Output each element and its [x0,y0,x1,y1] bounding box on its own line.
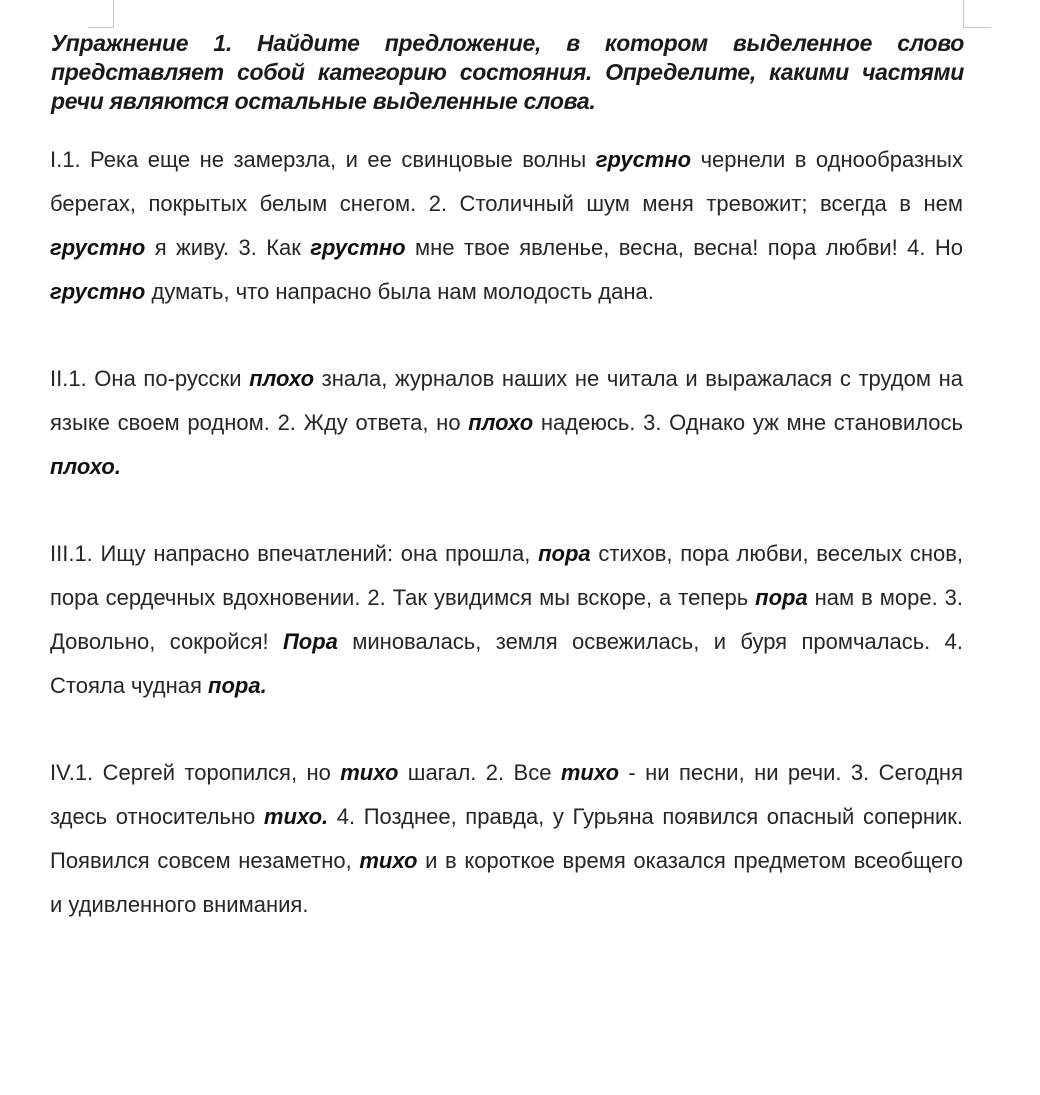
highlighted-word: грустно [50,279,146,304]
highlighted-word: плохо. [50,454,121,479]
sentence-text: и в короткое время оказался предметом всеобщего и удивленного внимания. [50,848,963,917]
highlighted-word: Пора [282,629,338,654]
highlighted-word: плохо [468,410,534,435]
exercise-title: Упражнение 1. Найдите предложение, в котором выделенное слово представляет собой категорию состояния. Определите, какими частями речи являются остальные выделенные слова. [51,30,964,114]
sentence-text: я живу. 3. Как [145,235,311,260]
sentence-text: надеюсь. 3. Однако уж мне становилось [533,410,963,435]
sentence-text: нам в море. 3. Довольно, сокройся! [50,585,964,654]
page-corner-mark-left [88,0,114,28]
highlighted-word: грустно [595,147,692,172]
highlighted-word: тихо [359,848,418,873]
highlighted-word: пора [755,585,808,610]
highlighted-word: тихо [340,760,399,785]
highlighted-word: плохо [249,366,315,391]
sentence-text: стихов, пора любви, веселых снов, пора сердечных вдохновении. 2. Так увидимся мы вскоре, а теперь [50,541,964,610]
sentence-text: думать, что напрасно была нам молодость дана. [145,279,654,304]
sentence-text: - ни песни, ни речи. 3. Сегодня здесь относительно [50,760,963,829]
exercise-section-1 [50,138,963,314]
exercise-section-4 [50,751,963,927]
highlighted-word: тихо [560,760,620,785]
sentence-text: мне твое явленье, весна, весна! пора любви! 4. Но [405,235,963,260]
sentence-text: 4. Позднее, правда, у Гурьяна появился опасный соперник. Появился совсем незаметно, [50,804,963,873]
sentence-text: II.1. Она по-русски [50,366,250,391]
sentence-text: IV.1. Сергей торопился, но [50,760,341,785]
exercise-body [50,138,963,970]
highlighted-word: грустно [50,235,146,260]
highlighted-word: пора [538,541,591,566]
highlighted-word: пора. [208,673,267,698]
sentence-text: шагал. 2. Все [398,760,561,785]
exercise-section-3 [50,532,963,708]
sentence-text: знала, журналов наших не читала и выражалася с трудом на языке своем родном. 2. Жду ответа, но [50,366,963,435]
sentence-text: чернели в однообразных берегах, покрытых белым снегом. 2. Столичный шум меня тревожит; всегда в нем [50,147,963,216]
highlighted-word: тихо. [263,804,329,829]
highlighted-word: грустно [310,235,406,260]
sentence-text: миновалась, земля освежилась, и буря промчалась. 4. Стояла чудная [50,629,963,698]
sentence-text: I.1. Река еще не замерзла, и ее свинцовые волны [50,147,596,172]
exercise-section-2 [50,357,963,489]
sentence-text: III.1. Ищу напрасно впечатлений: она прошла, [50,541,539,566]
page-corner-mark-right [963,0,991,28]
